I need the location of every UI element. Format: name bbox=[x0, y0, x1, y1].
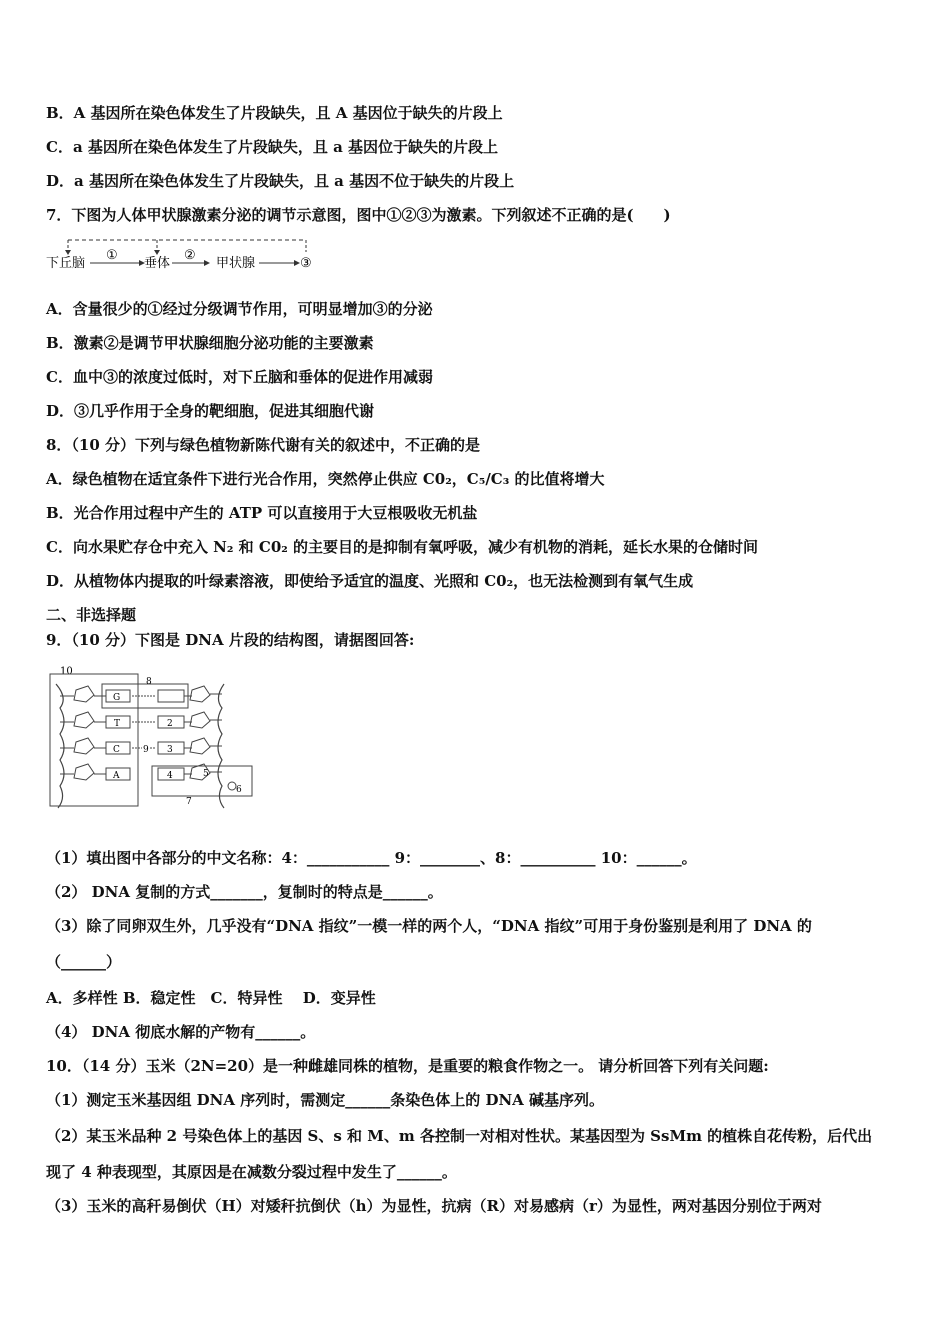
base-left-2: T bbox=[114, 719, 121, 729]
q10-part-3: （3）玉米的高秆易倒伏（H）对矮秆抗倒伏（h）为显性，抗病（R）对易感病（r）为显性，两对基因分别位于两对 bbox=[46, 1197, 822, 1215]
q9-part-3: （3）除了同卵双生外，几乎没有“DNA 指纹”一模一样的两个人，“DNA 指纹”可用于身份鉴别是利用了 DNA 的 bbox=[46, 917, 812, 935]
base-right-2: 2 bbox=[167, 719, 173, 729]
q8-option-d: D．从植物体内提取的叶绿素溶液，即使给予适宜的温度、光照和 C0₂，也无法检测到有氧气生成 bbox=[46, 572, 694, 590]
base-right-3: 3 bbox=[167, 745, 173, 755]
q6-option-d: D．a 基因所在染色体发生了片段缺失，且 a 基因不位于缺失的片段上 bbox=[46, 172, 515, 190]
q9-part-1: （1）填出图中各部分的中文名称：4：___________ 9：________、8：__________ 10：______。 bbox=[46, 849, 697, 867]
label-10: 10 bbox=[60, 666, 73, 677]
q7-stem: 7．下图为人体甲状腺激素分泌的调节示意图，图中①②③为激素。下列叙述不正确的是( ) bbox=[46, 206, 671, 224]
q10-part-2: （2）某玉米品种 2 号染色体上的基因 S、s 和 M、m 各控制一对相对性状。某基因型为 SsMm 的植株自花传粉，后代出 bbox=[46, 1127, 873, 1145]
hormone-regulation-diagram bbox=[44, 236, 324, 276]
base-left-4: A bbox=[113, 771, 120, 781]
label-9: 9 bbox=[143, 745, 149, 755]
node-hormone-3: ③ bbox=[300, 256, 312, 271]
q10-part-2-cont: 现了 4 种表现型，其原因是在减数分裂过程中发生了______。 bbox=[46, 1163, 457, 1181]
q9-stem: 9．（10 分）下图是 DNA 片段的结构图，请据图回答: bbox=[46, 631, 415, 649]
base-left-3: C bbox=[113, 745, 120, 755]
label-7: 7 bbox=[186, 797, 192, 807]
q9-part-3-blank: （______） bbox=[46, 953, 122, 971]
node-thyroid: 甲状腺 bbox=[216, 256, 256, 271]
q7-option-c: C．血中③的浓度过低时，对下丘脑和垂体的促进作用减弱 bbox=[46, 368, 433, 386]
q9-part-2: （2） DNA 复制的方式_______，复制时的特点是______。 bbox=[46, 883, 443, 901]
q10-stem: 10．（14 分）玉米（2N=20）是一种雌雄同株的植物，是重要的粮食作物之一。 请分析回答下列有关问题: bbox=[46, 1057, 769, 1075]
q10-part-1: （1）测定玉米基因组 DNA 序列时，需测定______条染色体上的 DNA 碱基序列。 bbox=[46, 1091, 605, 1109]
label-6: 6 bbox=[236, 785, 242, 795]
q8-stem: 8．（10 分）下列与绿色植物新陈代谢有关的叙述中，不正确的是 bbox=[46, 436, 481, 454]
node-pituitary: 垂体 bbox=[144, 256, 171, 271]
dna-structure-diagram bbox=[46, 662, 286, 812]
arrow-label-2: ② bbox=[184, 248, 196, 263]
q9-part-4: （4） DNA 彻底水解的产物有______。 bbox=[46, 1023, 316, 1041]
q6-option-b: B．A 基因所在染色体发生了片段缺失，且 A 基因位于缺失的片段上 bbox=[46, 104, 503, 122]
q7-option-a: A．含量很少的①经过分级调节作用，可明显增加③的分泌 bbox=[46, 300, 433, 318]
q7-option-d: D．③几乎作用于全身的靶细胞，促进其细胞代谢 bbox=[46, 402, 375, 420]
q9-options: A．多样性 B．稳定性 C．特异性 D．变异性 bbox=[46, 989, 376, 1007]
q7-option-b: B．激素②是调节甲状腺细胞分泌功能的主要激素 bbox=[46, 334, 374, 352]
q8-option-a: A．绿色植物在适宜条件下进行光合作用，突然停止供应 C0₂，C₅/C₃ 的比值将增大 bbox=[46, 470, 605, 488]
arrow-label-1: ① bbox=[106, 248, 118, 263]
base-right-4: 4 bbox=[167, 771, 173, 781]
q6-option-c: C．a 基因所在染色体发生了片段缺失，且 a 基因位于缺失的片段上 bbox=[46, 138, 499, 156]
q8-option-b: B．光合作用过程中产生的 ATP 可以直接用于大豆根吸收无机盐 bbox=[46, 504, 478, 522]
q8-option-c: C．向水果贮存仓中充入 N₂ 和 C0₂ 的主要目的是抑制有氧呼吸，减少有机物的消耗，延长水果的仓储时间 bbox=[46, 538, 759, 556]
section-title: 二、非选择题 bbox=[46, 606, 137, 624]
label-5: 5 bbox=[203, 769, 209, 779]
label-8: 8 bbox=[146, 677, 152, 687]
node-hypothalamus: 下丘脑 bbox=[46, 256, 86, 271]
base-left-1: G bbox=[113, 693, 121, 703]
